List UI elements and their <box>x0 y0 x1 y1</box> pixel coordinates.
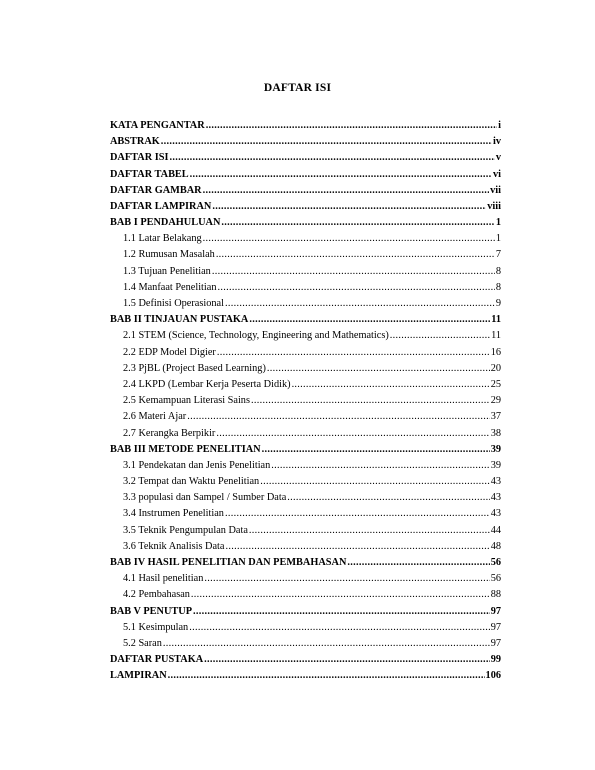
toc-dot-leader <box>218 280 495 296</box>
toc-entry-page-number: 38 <box>490 427 501 439</box>
toc-section-entry[interactable] <box>110 393 501 409</box>
toc-entry-label: 2.6 Materi Ajar <box>123 411 187 423</box>
toc-section-entry[interactable] <box>110 409 501 425</box>
toc-entry-page-number: 29 <box>490 395 501 407</box>
toc-dot-leader <box>169 150 494 166</box>
toc-dot-leader <box>203 183 490 199</box>
toc-dot-leader <box>260 474 490 490</box>
toc-dot-leader <box>190 167 492 183</box>
toc-section-entry[interactable] <box>110 523 501 539</box>
toc-section-entry[interactable] <box>110 490 501 506</box>
toc-section-entry[interactable] <box>110 248 501 264</box>
toc-entry-label: 2.3 PjBL (Project Based Learning) <box>123 362 266 374</box>
toc-entry-label: DAFTAR PUSTAKA <box>110 654 204 666</box>
table-of-contents <box>110 118 501 685</box>
toc-section-entry[interactable] <box>110 328 501 344</box>
toc-entry-label: 3.5 Teknik Pengumpulan Data <box>123 524 248 536</box>
toc-chapter-entry[interactable] <box>110 150 501 166</box>
toc-entry-page-number: 39 <box>490 459 501 471</box>
toc-section-entry[interactable] <box>110 296 501 312</box>
toc-chapter-entry[interactable] <box>110 668 501 684</box>
toc-entry-label: DAFTAR GAMBAR <box>110 184 202 196</box>
toc-entry-label: 3.6 Teknik Analisis Data <box>123 540 225 552</box>
toc-entry-label: BAB I PENDAHULUAN <box>110 217 221 229</box>
toc-entry-label: 5.1 Kesimpulan <box>123 621 189 633</box>
toc-chapter-entry[interactable] <box>110 199 501 215</box>
toc-dot-leader <box>292 377 490 393</box>
toc-entry-label: 2.2 EDP Model Digier <box>123 346 216 358</box>
toc-chapter-entry[interactable] <box>110 312 501 328</box>
toc-entry-label: 1.3 Tujuan Penelitian <box>123 265 211 277</box>
toc-dot-leader <box>212 264 495 280</box>
toc-entry-page-number: 97 <box>490 605 501 617</box>
toc-dot-leader <box>251 393 490 409</box>
toc-section-entry[interactable] <box>110 361 501 377</box>
toc-chapter-entry[interactable] <box>110 183 501 199</box>
toc-entry-page-number: 9 <box>495 298 501 310</box>
toc-dot-leader <box>262 442 490 458</box>
toc-chapter-entry[interactable] <box>110 652 501 668</box>
toc-dot-leader <box>203 231 495 247</box>
toc-dot-leader <box>163 636 490 652</box>
toc-entry-page-number: vi <box>492 168 501 180</box>
toc-entry-label: KATA PENGANTAR <box>110 119 205 131</box>
toc-entry-page-number: viii <box>487 200 501 212</box>
toc-dot-leader <box>225 296 495 312</box>
toc-chapter-entry[interactable] <box>110 134 501 150</box>
toc-section-entry[interactable] <box>110 636 501 652</box>
toc-entry-label: 3.1 Pendekatan dan Jenis Penelitian <box>123 459 271 471</box>
toc-dot-leader <box>249 312 490 328</box>
toc-section-entry[interactable] <box>110 507 501 523</box>
toc-section-entry[interactable] <box>110 377 501 393</box>
toc-entry-label: LAMPIRAN <box>110 670 167 682</box>
toc-section-entry[interactable] <box>110 426 501 442</box>
toc-section-entry[interactable] <box>110 587 501 603</box>
toc-chapter-entry[interactable] <box>110 215 501 231</box>
toc-dot-leader <box>204 652 490 668</box>
toc-entry-label: 3.2 Tempat dan Waktu Penelitian <box>123 476 260 488</box>
toc-entry-page-number: 97 <box>490 637 501 649</box>
toc-entry-page-number: 11 <box>491 330 501 342</box>
toc-chapter-entry[interactable] <box>110 604 501 620</box>
toc-entry-page-number: 1 <box>495 217 501 229</box>
toc-dot-leader <box>204 571 489 587</box>
toc-entry-page-number: vii <box>490 184 501 196</box>
toc-entry-page-number: 56 <box>490 573 501 585</box>
toc-chapter-entry[interactable] <box>110 167 501 183</box>
toc-dot-leader <box>390 328 490 344</box>
toc-entry-label: DAFTAR TABEL <box>110 168 189 180</box>
toc-chapter-entry[interactable] <box>110 442 501 458</box>
toc-entry-label: BAB V PENUTUP <box>110 605 193 617</box>
toc-entry-label: 2.7 Kerangka Berpikir <box>123 427 216 439</box>
toc-entry-page-number: 25 <box>490 378 501 390</box>
toc-entry-page-number: 1 <box>495 233 501 245</box>
toc-chapter-entry[interactable] <box>110 118 501 134</box>
toc-entry-page-number: 8 <box>495 281 501 293</box>
toc-section-entry[interactable] <box>110 539 501 555</box>
toc-entry-page-number: 43 <box>490 492 501 504</box>
toc-entry-page-number: 7 <box>495 249 501 261</box>
toc-entry-label: BAB IV HASIL PENELITIAN DAN PEMBAHASAN <box>110 557 347 569</box>
toc-entry-label: 4.2 Pembahasan <box>123 589 190 601</box>
toc-entry-page-number: i <box>498 119 501 131</box>
toc-entry-label: 3.3 populasi dan Sampel / Sumber Data <box>123 492 287 504</box>
toc-entry-page-number: 106 <box>485 670 501 682</box>
toc-dot-leader <box>347 555 489 571</box>
toc-dot-leader <box>271 458 489 474</box>
toc-dot-leader <box>216 248 495 264</box>
toc-dot-leader <box>168 668 485 684</box>
toc-entry-label: 2.5 Kemampuan Literasi Sains <box>123 395 250 407</box>
toc-dot-leader <box>249 523 490 539</box>
toc-entry-label: BAB III METODE PENELITIAN <box>110 443 261 455</box>
toc-dot-leader <box>267 361 490 377</box>
toc-dot-leader <box>225 539 489 555</box>
toc-dot-leader <box>225 507 490 523</box>
toc-entry-page-number: v <box>495 152 501 164</box>
toc-entry-label: 3.4 Instrumen Penelitian <box>123 508 224 520</box>
toc-section-entry[interactable] <box>110 231 501 247</box>
toc-entry-page-number: 8 <box>495 265 501 277</box>
toc-chapter-entry[interactable] <box>110 555 501 571</box>
toc-entry-label: ABSTRAK <box>110 136 160 148</box>
toc-entry-page-number: 48 <box>490 540 501 552</box>
toc-entry-page-number: 88 <box>490 589 501 601</box>
toc-section-entry[interactable] <box>110 280 501 296</box>
toc-entry-label: 5.2 Saran <box>123 637 162 649</box>
toc-entry-label: 1.1 Latar Belakang <box>123 233 202 245</box>
toc-dot-leader <box>191 587 490 603</box>
toc-dot-leader <box>189 620 489 636</box>
toc-dot-leader <box>216 426 489 442</box>
toc-entry-label: 2.4 LKPD (Lembar Kerja Peserta Didik) <box>123 378 291 390</box>
toc-section-entry[interactable] <box>110 264 501 280</box>
page-title: DAFTAR ISI <box>263 82 332 94</box>
toc-entry-page-number: 56 <box>490 557 501 569</box>
toc-entry-label: 4.1 Hasil penelitian <box>123 573 204 585</box>
toc-dot-leader <box>287 490 489 506</box>
toc-section-entry[interactable] <box>110 474 501 490</box>
toc-entry-page-number: 99 <box>490 654 501 666</box>
toc-entry-label: 1.2 Rumusan Masalah <box>123 249 215 261</box>
toc-entry-page-number: 11 <box>491 314 501 326</box>
toc-dot-leader <box>221 215 494 231</box>
toc-entry-label: 2.1 STEM (Science, Technology, Engineering and Mathematics) <box>123 330 389 342</box>
toc-entry-label: BAB II TINJAUAN PUSTAKA <box>110 314 249 326</box>
toc-section-entry[interactable] <box>110 345 501 361</box>
toc-entry-label: 1.4 Manfaat Penelitian <box>123 281 217 293</box>
toc-entry-page-number: iv <box>492 136 501 148</box>
toc-entry-page-number: 43 <box>490 476 501 488</box>
toc-dot-leader <box>187 409 490 425</box>
toc-dot-leader <box>206 118 497 134</box>
toc-entry-label: DAFTAR ISI <box>110 152 169 164</box>
toc-entry-page-number: 39 <box>490 443 501 455</box>
toc-entry-page-number: 97 <box>490 621 501 633</box>
toc-section-entry[interactable] <box>110 620 501 636</box>
toc-entry-label: DAFTAR LAMPIRAN <box>110 200 212 212</box>
toc-dot-leader <box>212 199 486 215</box>
toc-entry-label: 1.5 Definisi Operasional <box>123 298 224 310</box>
toc-entry-page-number: 20 <box>490 362 501 374</box>
toc-dot-leader <box>217 345 490 361</box>
toc-entry-page-number: 43 <box>490 508 501 520</box>
toc-entry-page-number: 16 <box>490 346 501 358</box>
toc-entry-page-number: 44 <box>490 524 501 536</box>
toc-dot-leader <box>193 604 490 620</box>
toc-entry-page-number: 37 <box>490 411 501 423</box>
toc-section-entry[interactable] <box>110 571 501 587</box>
toc-dot-leader <box>161 134 492 150</box>
toc-section-entry[interactable] <box>110 458 501 474</box>
